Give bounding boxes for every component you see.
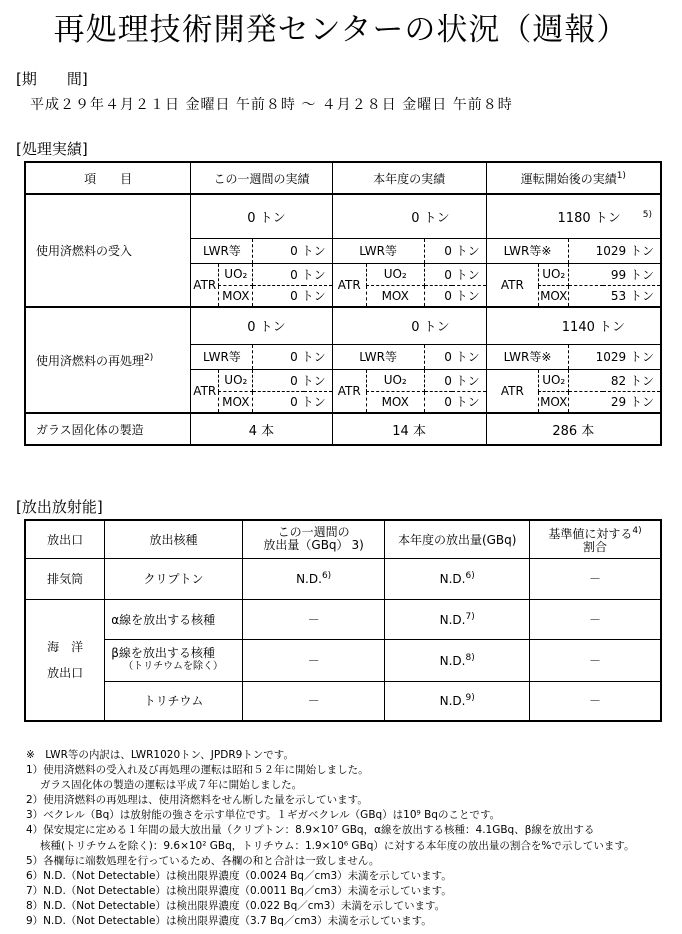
receipt-total-sum: 1180 トン $^{5)}$ [486, 194, 661, 238]
note-1: 1）使用済燃料の受入れ及び再処理の運転は昭和５２年に開始しました。 [26, 764, 369, 777]
receipt-year-mox-label: MOX [366, 285, 424, 307]
release-row-alpha [25, 599, 661, 639]
receipt-total-mox-label: MOX [539, 285, 569, 307]
receipt-total-uo2: 99 トン [569, 263, 661, 285]
reprocess-total-mox-label: MOX [539, 391, 569, 413]
processing-heading: [処理実績] [16, 140, 88, 158]
reprocess-total-uo2: 82 トン [569, 369, 661, 391]
receipt-week-sum: 0 トン [191, 194, 332, 238]
header-total: 運転開始後の実績$^{1)}$ [486, 162, 661, 194]
period-text: 平成２９年４月２１日 金曜日 午前８時 ～ ４月２８日 金曜日 午前８時 [30, 97, 513, 113]
receipt-year-uo2: 0 トン [424, 263, 486, 285]
alpha-ratio: － [529, 599, 661, 639]
period-heading: [期 間] [16, 70, 88, 88]
page-title: 再処理技術開発センターの状況（週報） [53, 12, 629, 48]
beta-week: － [242, 639, 385, 681]
reprocess-week-mox: 0 トン [253, 391, 332, 413]
release-row-stack [25, 558, 661, 599]
release-header-ratio: 基準値に対する$^{4)}$ 割合 [529, 520, 661, 558]
reprocess-year-mox: 0 トン [424, 391, 486, 413]
reprocess-year-atr-label: ATR [332, 369, 366, 413]
reprocess-week-atr-label: ATR [191, 369, 219, 413]
receipt-week-mox: 0 トン [253, 285, 332, 307]
receipt-week-uo2: 0 トン [253, 263, 332, 285]
reprocess-label: 使用済燃料の再処理$^{2)}$ [25, 307, 191, 413]
note-1-cont: ガラス固化体の製造の運転は平成７年に開始しました。 [40, 779, 303, 792]
reprocess-total-mox: 29 トン [569, 391, 661, 413]
tritium-ratio: － [529, 681, 661, 721]
beta-ratio: － [529, 639, 661, 681]
release-row-tritium [25, 681, 661, 721]
glass-total: 286 本 [486, 413, 661, 445]
stack-week: N.D.$^{6)}$ [242, 558, 385, 599]
reprocess-week-sum: 0 トン [191, 307, 332, 344]
stack-nuclide: クリプトン [105, 558, 243, 599]
note-4-cont: 核種(トリチウムを除く)：9.6×10² GBq，トリチウム：1.9×10⁶ GBq）に対する本年度の放出量の割合を%で示しています。 [40, 839, 635, 852]
note-4: 4）保安規定に定める１年間の最大放出量（クリプトン：8.9×10⁷ GBq，α線を放出する核種：4.1GBq、β線を放出する [26, 824, 595, 837]
release-header-week: この一週間の 放出量（GBq） 3) [242, 520, 385, 558]
alpha-year: N.D.$^{7)}$ [385, 599, 530, 639]
ocean-outlet: 海 洋 放出口 [25, 599, 105, 721]
receipt-total-uo2-label: UO₂ [539, 263, 569, 285]
note-7: 7）N.D.（Not Detectable）は検出限界濃度（0.0011 Bq／cm3）未満を示しています。 [26, 884, 452, 897]
note-star: ※ LWR等の内訳は、LWR1020トン、JPDR9トンです。 [26, 749, 294, 761]
reprocess-year-lwr-label: LWR等 [332, 344, 424, 369]
reprocess-year-mox-label: MOX [366, 391, 424, 413]
header-item: 項 目 [25, 162, 191, 194]
reprocess-year-lwr: 0 トン [424, 344, 486, 369]
glass-week: 4 本 [191, 413, 332, 445]
receipt-total-lwr-label: LWR等※ [486, 238, 569, 263]
stack-ratio: － [529, 558, 661, 599]
release-header-nuclide: 放出核種 [105, 520, 243, 558]
receipt-year-lwr-label: LWR等 [332, 238, 424, 263]
beta-year: N.D.$^{8)}$ [385, 639, 530, 681]
reprocess-total-lwr-label: LWR等※ [486, 344, 569, 369]
receipt-total-lwr: 1029 トン [569, 238, 661, 263]
receipt-year-lwr: 0 トン [424, 238, 486, 263]
tritium-nuclide: トリチウム [105, 681, 243, 721]
note-9: 9）N.D.（Not Detectable）は検出限界濃度（3.7 Bq／cm3）未満を示しています。 [26, 915, 432, 928]
release-header-outlet: 放出口 [25, 520, 105, 558]
reprocess-total-atr-label: ATR [486, 369, 538, 413]
stack-year: N.D.$^{6)}$ [385, 558, 530, 599]
receipt-total-atr-label: ATR [486, 263, 538, 307]
receipt-week-lwr-label: LWR等 [191, 238, 253, 263]
processing-table [24, 161, 662, 446]
reprocess-week-mox-label: MOX [219, 391, 253, 413]
receipt-week-lwr: 0 トン [253, 238, 332, 263]
header-week: この一週間の実績 [191, 162, 332, 194]
glass-label: ガラス固化体の製造 [25, 413, 191, 445]
receipt-label: 使用済燃料の受入 [25, 194, 191, 307]
reprocess-year-uo2: 0 トン [424, 369, 486, 391]
glass-year: 14 本 [332, 413, 486, 445]
receipt-year-atr-label: ATR [332, 263, 366, 307]
release-heading: [放出放射能] [16, 498, 103, 516]
reprocess-total-lwr: 1029 トン [569, 344, 661, 369]
header-year: 本年度の実績 [332, 162, 486, 194]
receipt-year-uo2-label: UO₂ [366, 263, 424, 285]
note-5: 5）各欄毎に端数処理を行っているため、各欄の和と合計は一致しません。 [26, 854, 380, 867]
tritium-year: N.D.$^{9)}$ [385, 681, 530, 721]
reprocess-year-sum: 0 トン [332, 307, 486, 344]
release-table [24, 519, 662, 722]
receipt-year-sum: 0 トン [332, 194, 486, 238]
note-8: 8）N.D.（Not Detectable）は検出限界濃度（0.022 Bq／cm3）未満を示しています。 [26, 899, 446, 912]
release-row-beta [25, 639, 661, 681]
reprocess-week-lwr: 0 トン [253, 344, 332, 369]
alpha-week: － [242, 599, 385, 639]
receipt-week-atr-label: ATR [191, 263, 219, 307]
reprocess-total-sum: 1140 トン [486, 307, 661, 344]
note-6: 6）N.D.（Not Detectable）は検出限界濃度（0.0024 Bq／cm3）未満を示しています。 [26, 869, 452, 882]
beta-nuclide: β線を放出する核種 （トリチウムを除く） [105, 639, 243, 681]
reprocess-total-uo2-label: UO₂ [539, 369, 569, 391]
receipt-week-uo2-label: UO₂ [219, 263, 253, 285]
receipt-total-mox: 53 トン [569, 285, 661, 307]
receipt-year-mox: 0 トン [424, 285, 486, 307]
reprocess-week-lwr-label: LWR等 [191, 344, 253, 369]
release-header-year: 本年度の放出量(GBq) [385, 520, 530, 558]
reprocess-week-uo2-label: UO₂ [219, 369, 253, 391]
note-3: 3）ベクレル（Bq）は放射能の強さを示す単位です。１ギガベクレル（GBq）は10⁹ Bqのことです。 [26, 809, 501, 822]
alpha-nuclide: α線を放出する核種 [105, 599, 243, 639]
footnotes [26, 748, 666, 929]
reprocess-week-uo2: 0 トン [253, 369, 332, 391]
stack-outlet: 排気筒 [25, 558, 105, 599]
note-2: 2）使用済燃料の再処理は、使用済燃料をせん断した量を示しています。 [26, 794, 368, 807]
reprocess-year-uo2-label: UO₂ [366, 369, 424, 391]
tritium-week: － [242, 681, 385, 721]
receipt-week-mox-label: MOX [219, 285, 253, 307]
